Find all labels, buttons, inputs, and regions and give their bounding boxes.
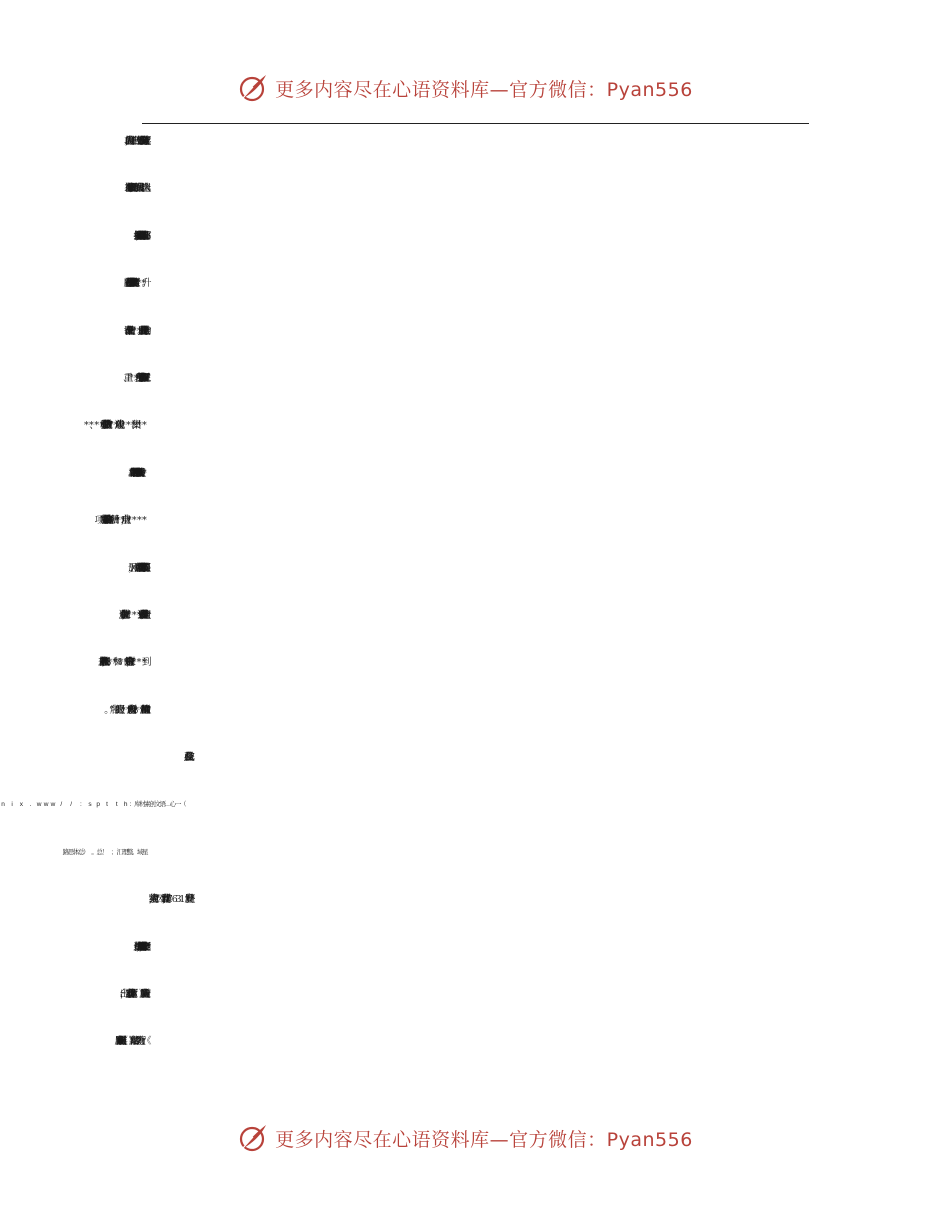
footer-watermark-text: 更多内容尽在心语资料库—官方微信：Pyan556 — [275, 1128, 693, 1151]
paragraph-line — [142, 886, 812, 933]
paragraph-line — [142, 791, 812, 838]
section-heading — [142, 744, 812, 791]
paragraph-line — [142, 839, 812, 886]
paragraph-line — [142, 934, 812, 981]
paragraph-line — [142, 223, 812, 270]
paragraph-line — [142, 697, 812, 744]
feather-quill-logo-icon — [237, 1122, 269, 1154]
feather-quill-logo-icon — [237, 72, 269, 104]
paragraph-line — [142, 365, 812, 412]
paragraph-line — [142, 507, 812, 554]
header-watermark — [0, 68, 950, 108]
footer-watermark — [0, 1118, 950, 1158]
paragraph-line — [142, 1028, 812, 1075]
paragraph-line — [142, 649, 812, 696]
paragraph-line — [142, 128, 812, 175]
paragraph-line — [142, 981, 812, 1028]
paragraph-line — [142, 460, 812, 507]
header-watermark-text: 更多内容尽在心语资料库—官方微信：Pyan556 — [275, 78, 693, 101]
paragraph-line — [142, 318, 812, 365]
document-body — [142, 128, 812, 1076]
header-divider — [142, 123, 809, 124]
paragraph-line — [142, 270, 812, 317]
paragraph-line — [142, 412, 812, 459]
paragraph-line — [142, 175, 812, 222]
paragraph-line — [142, 555, 812, 602]
paragraph-line — [142, 602, 812, 649]
